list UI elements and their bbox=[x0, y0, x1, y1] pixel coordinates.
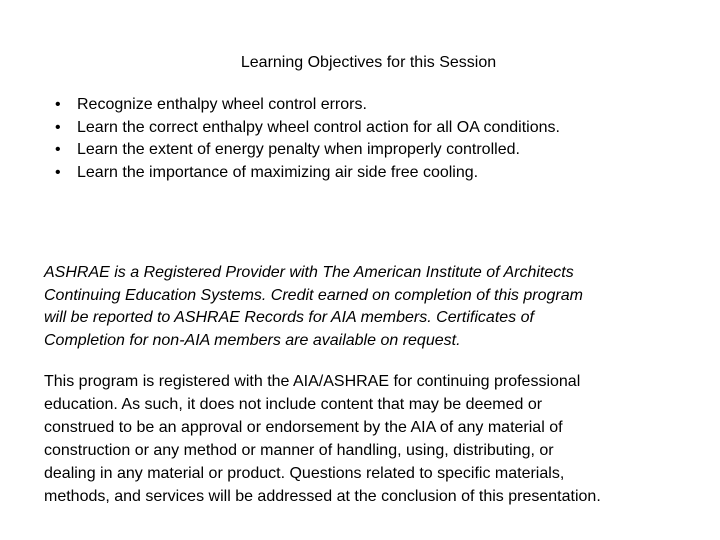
objective-item bbox=[55, 139, 560, 162]
slide-title: Learning Objectives for this Session bbox=[240, 54, 497, 71]
aia-registration-statement bbox=[44, 370, 684, 508]
registration-line: construed to be an approval or endorsement by the AIA of any material of bbox=[44, 419, 563, 436]
registration-line: education. As such, it does not include content that may be deemed or bbox=[44, 396, 543, 413]
objective-item bbox=[55, 94, 560, 117]
objective-text: Recognize enthalpy wheel control errors. bbox=[77, 96, 367, 113]
ashrae-provider-disclaimer bbox=[44, 262, 684, 353]
objective-item bbox=[55, 162, 560, 185]
disclaimer-line: ASHRAE is a Registered Provider with The American Institute of Architects bbox=[44, 264, 574, 281]
objective-text: Learn the importance of maximizing air side free cooling. bbox=[77, 163, 479, 181]
objective-text: Learn the extent of energy penalty when improperly controlled. bbox=[77, 141, 520, 158]
objective-item bbox=[55, 117, 560, 140]
registration-line: dealing in any material or product. Questions related to specific materials, bbox=[44, 465, 565, 482]
registration-line: methods, and services will be addressed at the conclusion of this presentation. bbox=[44, 488, 601, 505]
bullet-icon: • bbox=[55, 141, 61, 158]
objective-text: Learn the correct enthalpy wheel control action for all OA conditions. bbox=[77, 118, 560, 136]
bullet-icon: • bbox=[55, 118, 61, 136]
disclaimer-line: will be reported to ASHRAE Records for AIA members. Certificates of bbox=[44, 309, 534, 327]
disclaimer-line: Continuing Education Systems. Credit earned on completion of this program bbox=[44, 286, 583, 304]
bullet-icon: • bbox=[55, 163, 61, 181]
objectives-list bbox=[55, 94, 560, 184]
bullet-icon: • bbox=[55, 96, 61, 113]
disclaimer-line: Completion for non-AIA members are available on request. bbox=[44, 332, 461, 350]
registration-line: This program is registered with the AIA/ASHRAE for continuing professional bbox=[44, 373, 581, 390]
registration-line: construction or any method or manner of handling, using, distributing, or bbox=[44, 442, 554, 459]
